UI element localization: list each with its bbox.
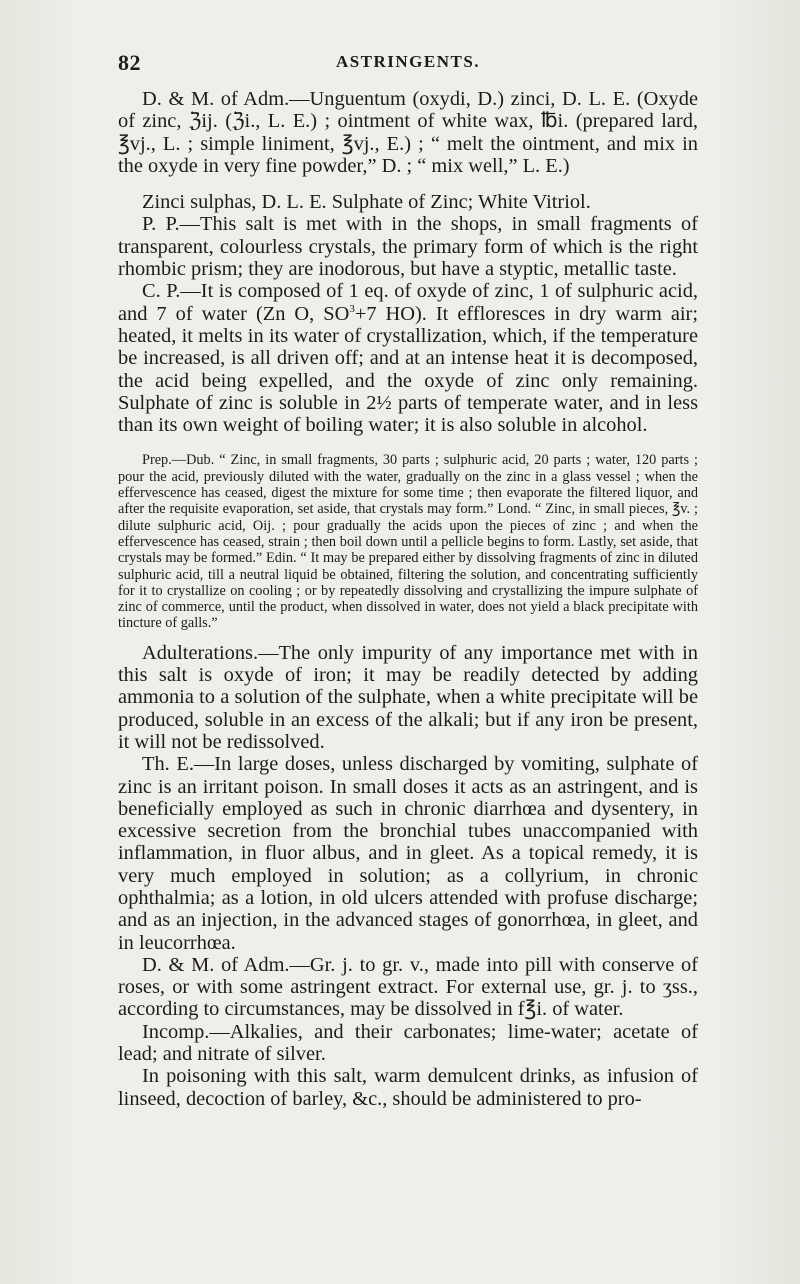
paragraph-chemical-properties xyxy=(118,280,698,436)
section-heading-zinci-sulphas: Zinci sulphas, D. L. E. Sulphate of Zinc; White Vitriol. xyxy=(142,191,591,214)
chemical-properties-text-b: +7 HO). It effloresces in dry warm air; heated, it melts in its water of crystallization, which, if the temperature be increased, is all driven off; and at an intense heat it is decomposed, the acid being expelled, and the oxyde of zinc only remaining. Sulphate of zinc is soluble in 2½ parts of temperate water, and in less than its own weight of boiling water; it is also soluble in alcohol. xyxy=(118,302,698,437)
paragraph-preparation: Prep.—Dub. “ Zinc, in small fragments, 30 parts ; sulphuric acid, 20 parts ; water, 120 parts ; pour the acid, previously diluted with the water, gradually on the zinc in a glass vessel ; when the effervescence has ceased, digest the mixture for some time ; then evaporate the filtered liquor, and after the requisite evaporation, set aside, that crystals may form.” Lond. “ Zinc, in small pieces, ℥v. ; dilute sulphuric acid, Oij. ; pour gradually the acids upon the pieces of zinc ; and when the effervescence has ceased, strain ; then boil down until a pellicle begins to form. Lastly, set aside, that crystals may be formed.” Edin. “ It may be prepared either by dissolving fragments of zinc in diluted sulphuric acid, till a neutral liquid be obtained, filtering the solution, and concentrating sufficiently for it to crystallize on cooling ; or by repeatedly dissolving and crystallizing the impure sulphate of zinc of commerce, until the product, when dissolved in water, does not yield a black precipitate with tincture of galls.” xyxy=(118,452,698,632)
page-header xyxy=(118,50,698,78)
formula-superscript: 3 xyxy=(349,302,355,315)
page-body xyxy=(118,88,698,1110)
paragraph-dose-administration: D. & M. of Adm.—Gr. j. to gr. v., made into pill with conserve of roses, or with some astringent extract. For external use, gr. j. to ʒss., according to circumstances, may be dissolved in f℥i. of water. xyxy=(118,953,698,1021)
paragraph-poisoning: In poisoning with this salt, warm demulcent drinks, as infusion of linseed, decoction of barley, &c., should be administered to pro- xyxy=(118,1065,698,1110)
paragraph-therapeutic-effects: Th. E.—In large doses, unless discharged by vomiting, sulphate of zinc is an irritant poison. In small doses it acts as an astringent, and is beneficially employed as such in chronic diarrhœa and dysentery, in excessive secretion from the bronchial tubes unaccompanied with inflammation, in fluor albus, and in gleet. As a topical remedy, it is very much employed in solution; as a collyrium, in chronic ophthalmia; as a lotion, in old ulcers attended with profuse discharge; and as an injection, in the advanced stages of gonorrhœa, in gleet, and in leucorrhœa. xyxy=(118,753,698,954)
paragraph-physical-properties: P. P.—This salt is met with in the shops, in small fragments of transparent, colourless crystals, the primary form of which is the right rhombic prism; they are inodorous, but have a styptic, metallic taste. xyxy=(118,213,698,281)
page-number: 82 xyxy=(118,50,141,75)
paragraph-adulterations: Adulterations.—The only impurity of any importance met with in this salt is oxyde of iron; it may be readily detected by adding ammonia to a solution of the sulphate, when a white precipitate will be produced, soluble in an excess of the alkali; but if any iron be present, it will not be redissolved. xyxy=(118,641,698,753)
paragraph-incompatibles: Incomp.—Alkalies, and their carbonates; lime-water; acetate of lead; and nitrate of silver. xyxy=(118,1020,698,1066)
chemical-properties-text-a: C. P.—It is composed of 1 eq. of oxyde of zinc, 1 of sulphuric acid, and 7 of water (Zn O, SO xyxy=(118,280,698,325)
running-head: ASTRINGENTS. xyxy=(335,52,481,71)
paragraph-dose-ointment: D. & M. of Adm.—Unguentum (oxydi, D.) zinci, D. L. E. (Oxyde of zinc, ℨij. (ℨi., L. E.) ; ointment of white wax, ℔i. (prepared lard, ℥vj., L. ; simple liniment, ℥vj., E.) ; “ melt the ointment, and mix in the oxyde in very fine powder,” D. ; “ mix well,” L. E.) xyxy=(118,88,698,177)
